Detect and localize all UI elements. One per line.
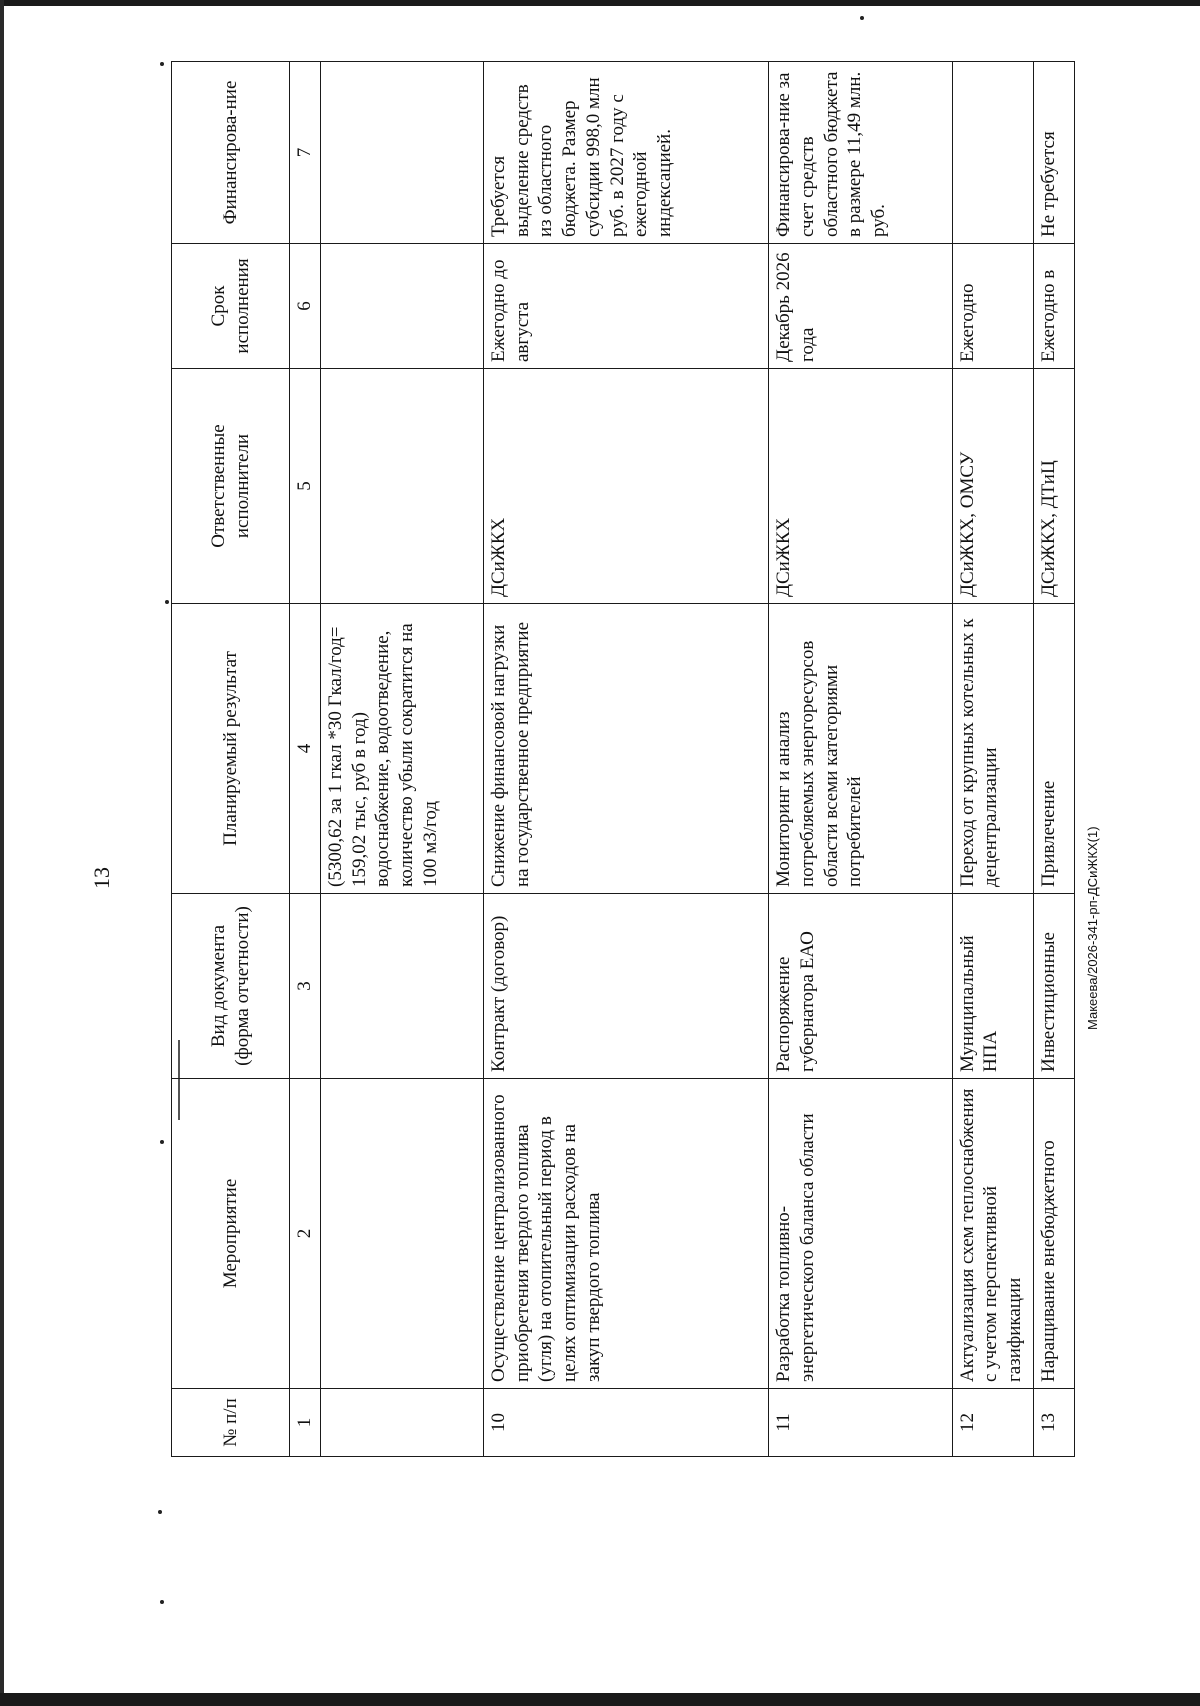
page-number: 13	[89, 867, 114, 889]
header-cell: Вид документа (форма отчетности)	[172, 894, 290, 1079]
funding-cell: Не требуется	[1034, 62, 1075, 244]
deadline-cell	[320, 244, 483, 369]
measure-cell: Осуществление централизованного приобретения твердого топлива (угля) на отопительный период в целях оптимизации расходов на закуп твердого топлива	[483, 1079, 768, 1389]
document-type-cell: Контракт (договор)	[483, 894, 768, 1079]
measure-cell: Актуализация схем теплоснабжения с учетом перспективной газификации	[952, 1079, 1034, 1389]
deadline-cell: Декабрь 2026 года	[769, 244, 952, 369]
table-row	[952, 62, 1034, 1457]
executor-cell: ДСиЖКХ	[769, 369, 952, 604]
measure-cell	[320, 1079, 483, 1389]
scan-speck	[860, 16, 864, 20]
row-number: 13	[1034, 1389, 1075, 1457]
header-cell: Финансирова-ние	[172, 62, 290, 244]
deadline-cell: Ежегодно в	[1034, 244, 1075, 369]
top-scan-border	[0, 0, 1200, 6]
executor-cell: ДСиЖКХ	[483, 369, 768, 604]
executor-cell	[320, 369, 483, 604]
table-row	[769, 62, 952, 1457]
row-number: 11	[769, 1389, 952, 1457]
result-cell: Привлечение	[1034, 604, 1075, 894]
result-cell: Снижение финансовой нагрузки на государственное предприятие	[483, 604, 768, 894]
header-cell: Мероприятие	[172, 1079, 290, 1389]
table-row	[320, 62, 483, 1457]
funding-cell	[952, 62, 1034, 244]
document-type-cell: Инвестиционные	[1034, 894, 1075, 1079]
funding-cell: Требуется выделение средств из областного бюджета. Размер субсидии 998,0 млн руб. в 2027 году с ежегодной индексацией.	[483, 62, 768, 244]
index-cell: 3	[290, 894, 321, 1079]
header-cell: Срок исполнения	[172, 244, 290, 369]
executor-cell: ДСиЖКХ, ДТиЦ	[1034, 369, 1075, 604]
left-scan-border	[0, 0, 4, 1706]
deadline-cell: Ежегодно	[952, 244, 1034, 369]
bottom-scan-border	[0, 1693, 1200, 1706]
scan-speck	[158, 1510, 162, 1514]
row-number: 10	[483, 1389, 768, 1457]
executor-cell: ДСиЖКХ, ОМСУ	[952, 369, 1034, 604]
table-row	[1034, 62, 1075, 1457]
document-type-cell	[320, 894, 483, 1079]
row-number	[320, 1389, 483, 1457]
row-number: 12	[952, 1389, 1034, 1457]
index-cell: 7	[290, 62, 321, 244]
column-index-row	[290, 62, 321, 1457]
header-cell: № п/п	[172, 1389, 290, 1457]
measure-cell: Наращивание внебюджетного	[1034, 1079, 1075, 1389]
footer-document-code: Макеева/2026-341-рп-ДСиЖКХ(1)	[1085, 826, 1100, 1030]
table-row	[483, 62, 768, 1457]
result-cell: Мониторинг и анализ потребляемых энергоресурсов области всеми категориями потребителей	[769, 604, 952, 894]
deadline-cell: Ежегодно до августа	[483, 244, 768, 369]
scan-speck	[160, 62, 164, 66]
result-cell: (5300,62 за 1 гкал *30 Гкал/год= 159,02 тыс, руб в год) водоснабжение, водоотведение, количество убыли сократится на 100 м3/год	[320, 604, 483, 894]
index-cell: 5	[290, 369, 321, 604]
measures-table	[171, 62, 1075, 1457]
index-cell: 2	[290, 1079, 321, 1389]
scan-speck	[160, 1600, 164, 1604]
index-cell: 4	[290, 604, 321, 894]
document-type-cell: Распоряжение губернатора ЕАО	[769, 894, 952, 1079]
scan-speck	[165, 600, 169, 604]
index-cell: 6	[290, 244, 321, 369]
header-cell: Ответственные исполнители	[172, 369, 290, 604]
scan-speck	[160, 1140, 164, 1144]
header-row	[172, 62, 290, 1457]
document-type-cell: Муниципальный НПА	[952, 894, 1034, 1079]
funding-cell	[320, 62, 483, 244]
header-cell: Планируемый результат	[172, 604, 290, 894]
index-cell: 1	[290, 1389, 321, 1457]
funding-cell: Финансирова-ние за счет средств областного бюджета в размере 11,49 млн. руб.	[769, 62, 952, 244]
measure-cell: Разработка топливно-энергетического баланса области	[769, 1079, 952, 1389]
result-cell: Переход от крупных котельных к децентрализации	[952, 604, 1034, 894]
